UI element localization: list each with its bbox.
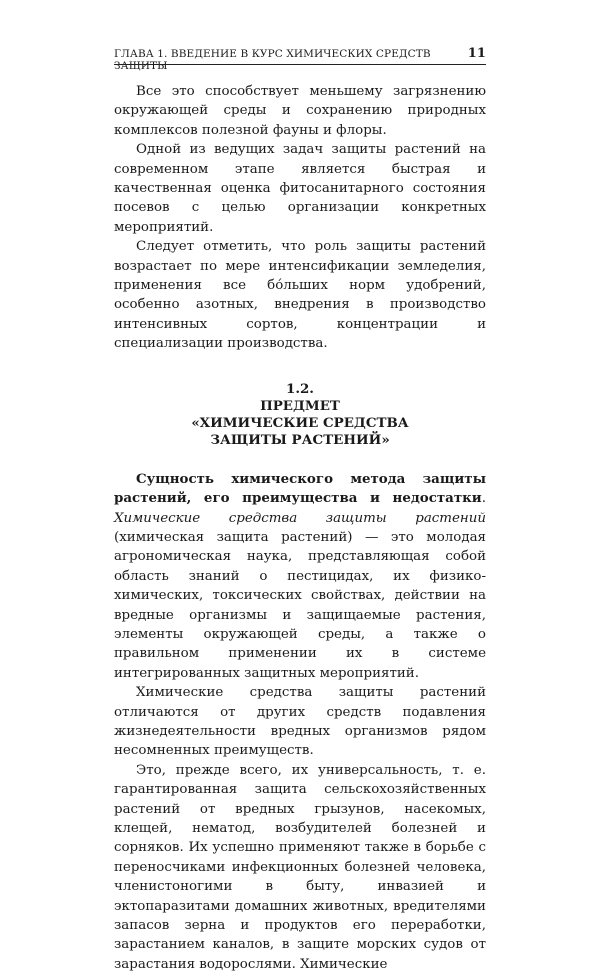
running-head <box>114 46 486 72</box>
section-number: 1.2. <box>286 380 314 397</box>
running-title: ГЛАВА 1. ВВЕДЕНИЕ В КУРС ХИМИЧЕСКИХ СРЕДСТВ ЗАЩИТЫ <box>114 48 431 72</box>
section-heading <box>114 381 486 449</box>
section-title-line: «ХИМИЧЕСКИЕ СРЕДСТВА <box>191 414 409 431</box>
section-title-line: ЗАЩИТЫ РАСТЕНИЙ» <box>210 431 390 448</box>
header-rule <box>114 64 486 65</box>
paragraph-text: (химическая защита растений) — это молодая агрономическая наука, представляющая собой область знаний о пестицидах, их физико-химических, токсических свойствах, действии на вредные организмы и защищаемые растения, элементы окружающей среды, а также о правильном применении их в системе интегрированных защитных мероприятий. <box>114 529 486 681</box>
bold-lead: Сущность химического метода защиты растений, его преимущества и недостатки <box>114 470 486 507</box>
paragraph: Следует отметить, что роль защиты растений возрастает по мере интенсификации земледелия, применения все бо́льших норм удобрений, особенно азотных, внедрения в производство интенсивных сортов, концентрации и специализации производства. <box>114 239 486 352</box>
punctuation: . <box>481 491 486 507</box>
paragraph: Все это способствует меньшему загрязнению окружающей среды и сохранению природных комплексов полезной фауны и флоры. <box>114 84 486 138</box>
italic-term: Химические средства защиты растений <box>114 510 486 526</box>
paragraph: Это, прежде всего, их универсальность, т. е. гарантированная защита сельскохозяйственных растений от вредных грызунов, насекомых, клещей, нематод, возбудителей болезней и сорняков. Их успешно применяют также в борьбе с переносчиками инфекционных болезней человека, членистоногими в быту, инвазией и эктопаразитами домашних животных, вредителями запасов зерна и продуктов его переработки, зарастанием каналов, в защите морских судов от зарастания водорослями. Химические <box>114 762 486 972</box>
page-body <box>114 82 486 974</box>
paragraph: Химические средства защиты растений отличаются от других средств подавления жизнедеятельности вредных организмов рядом несомненных преимуществ. <box>114 685 486 759</box>
paragraph: Одной из ведущих задач защиты растений на современном этапе является быстрая и качественная оценка фитосанитарного состояния посевов с целью организации конкретных мероприятий. <box>114 142 486 235</box>
paragraph-definition <box>114 470 486 683</box>
page-number: 11 <box>467 46 486 61</box>
section-title-line: ПРЕДМЕТ <box>260 397 340 414</box>
